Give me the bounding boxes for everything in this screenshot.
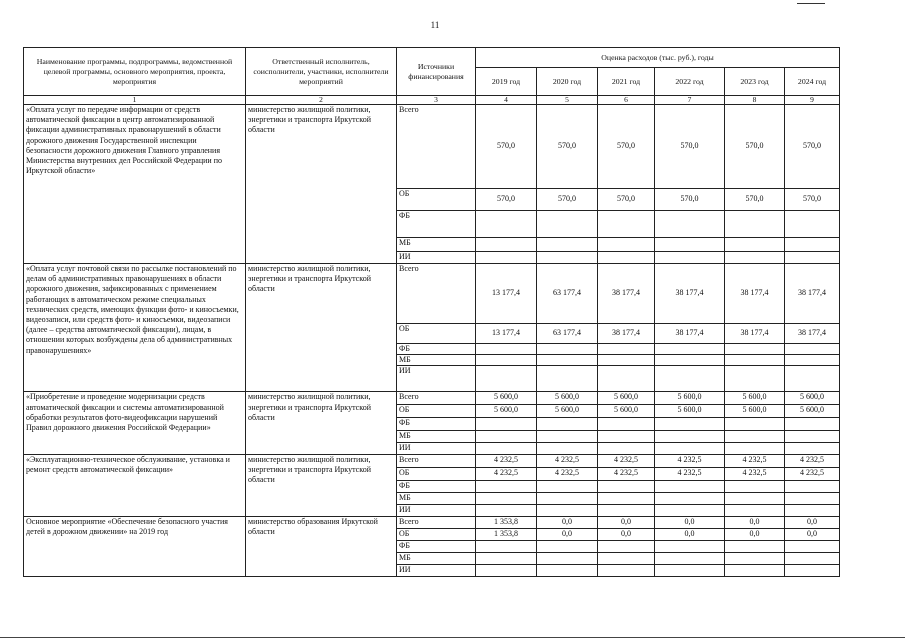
amount-cell: 38 177,4 (655, 264, 725, 324)
amount-cell (598, 211, 655, 238)
amount-cell (598, 564, 655, 576)
amount-cell (476, 366, 537, 392)
amount-cell: 0,0 (725, 516, 785, 528)
amount-cell: 4 232,5 (655, 467, 725, 480)
header-year: 2024 год (785, 68, 840, 96)
funding-source: МБ (397, 431, 476, 443)
funding-source: ИИ (397, 564, 476, 576)
amount-cell (785, 252, 840, 264)
funding-source: МБ (397, 492, 476, 504)
amount-cell (725, 355, 785, 366)
activity-name: «Оплата услуг по передаче информации от средств автоматической фиксации в центр автоматизированной фиксации административных правонарушений в области дорожного движения Государственной инспекции безопасности дорожного движения Главного управления Министерства внутренних дел Российской Федерации по Иркутской области» (24, 105, 246, 264)
amount-cell (655, 366, 725, 392)
amount-cell (655, 344, 725, 355)
amount-cell (476, 355, 537, 366)
amount-cell (537, 211, 598, 238)
amount-cell (655, 211, 725, 238)
amount-cell (785, 366, 840, 392)
amount-cell (598, 252, 655, 264)
amount-cell: 4 232,5 (537, 454, 598, 467)
amount-cell (725, 252, 785, 264)
amount-cell (537, 504, 598, 516)
header-year: 2021 год (598, 68, 655, 96)
amount-cell (785, 211, 840, 238)
amount-cell (598, 552, 655, 564)
amount-cell (476, 418, 537, 431)
activity-executor: министерство жилищной политики, энергетики и транспорта Иркутской области (246, 454, 397, 516)
amount-cell: 570,0 (537, 189, 598, 211)
amount-cell: 0,0 (655, 516, 725, 528)
amount-cell: 5 600,0 (655, 405, 725, 418)
header-year: 2022 год (655, 68, 725, 96)
amount-cell (476, 252, 537, 264)
amount-cell: 38 177,4 (598, 324, 655, 344)
amount-cell (537, 431, 598, 443)
funding-source: ФБ (397, 418, 476, 431)
table-row (24, 264, 840, 324)
amount-cell (655, 252, 725, 264)
amount-cell (785, 344, 840, 355)
amount-cell: 13 177,4 (476, 324, 537, 344)
amount-cell (476, 552, 537, 564)
amount-cell (598, 238, 655, 252)
amount-cell (476, 238, 537, 252)
amount-cell: 570,0 (785, 189, 840, 211)
amount-cell: 38 177,4 (785, 264, 840, 324)
amount-cell (655, 355, 725, 366)
column-index: 8 (725, 96, 785, 105)
amount-cell (655, 418, 725, 431)
amount-cell (725, 540, 785, 552)
amount-cell: 0,0 (537, 516, 598, 528)
header-estimate: Оценка расходов (тыс. руб.), годы (476, 48, 840, 68)
amount-cell: 0,0 (785, 516, 840, 528)
amount-cell: 5 600,0 (598, 392, 655, 405)
amount-cell: 0,0 (598, 528, 655, 540)
amount-cell (785, 355, 840, 366)
amount-cell: 38 177,4 (725, 264, 785, 324)
amount-cell: 63 177,4 (537, 324, 598, 344)
activity-name: «Приобретение и проведение модернизации средств автоматической фиксации и системы автоматизированной обработки результатов фото-видеофиксации нарушений Правил дорожного движения Российской Федерации» (24, 392, 246, 454)
amount-cell: 1 353,8 (476, 516, 537, 528)
amount-cell (725, 480, 785, 492)
amount-cell: 570,0 (598, 189, 655, 211)
amount-cell: 38 177,4 (598, 264, 655, 324)
activity-executor: министерство образования Иркутской области (246, 516, 397, 576)
amount-cell (537, 344, 598, 355)
column-index: 3 (397, 96, 476, 105)
amount-cell: 4 232,5 (598, 467, 655, 480)
amount-cell: 570,0 (725, 105, 785, 189)
amount-cell (655, 492, 725, 504)
column-index: 7 (655, 96, 725, 105)
header-executor: Ответственный исполнитель, соисполнители, участники, исполнители мероприятий (246, 48, 397, 96)
header-year: 2023 год (725, 68, 785, 96)
table-row (24, 516, 840, 528)
amount-cell (537, 480, 598, 492)
amount-cell (598, 418, 655, 431)
column-index: 6 (598, 96, 655, 105)
amount-cell (655, 480, 725, 492)
amount-cell (655, 504, 725, 516)
amount-cell (785, 443, 840, 454)
amount-cell (598, 492, 655, 504)
funding-source: ОБ (397, 528, 476, 540)
funding-source: МБ (397, 552, 476, 564)
funding-source: Всего (397, 516, 476, 528)
amount-cell (785, 238, 840, 252)
amount-cell: 570,0 (598, 105, 655, 189)
activity-executor: министерство жилищной политики, энергетики и транспорта Иркутской области (246, 392, 397, 454)
column-index: 4 (476, 96, 537, 105)
index-row (24, 96, 840, 105)
amount-cell: 4 232,5 (476, 467, 537, 480)
amount-cell (725, 443, 785, 454)
funding-source: ИИ (397, 252, 476, 264)
funding-source: ИИ (397, 504, 476, 516)
amount-cell (476, 540, 537, 552)
page-number: 11 (430, 20, 440, 30)
top-edge-line (797, 3, 825, 4)
table-row (24, 392, 840, 405)
header-year: 2020 год (537, 68, 598, 96)
amount-cell: 0,0 (785, 528, 840, 540)
funding-source: Всего (397, 454, 476, 467)
amount-cell (785, 552, 840, 564)
activity-executor: министерство жилищной политики, энергетики и транспорта Иркутской области (246, 264, 397, 392)
amount-cell (598, 366, 655, 392)
amount-cell: 570,0 (655, 105, 725, 189)
table-row (24, 454, 840, 467)
amount-cell: 5 600,0 (725, 405, 785, 418)
amount-cell (598, 480, 655, 492)
amount-cell (785, 492, 840, 504)
funding-source: ФБ (397, 480, 476, 492)
funding-source: Всего (397, 105, 476, 189)
amount-cell (476, 443, 537, 454)
funding-source: ОБ (397, 467, 476, 480)
amount-cell: 5 600,0 (537, 392, 598, 405)
header-row (24, 48, 840, 68)
amount-cell (537, 564, 598, 576)
amount-cell (598, 540, 655, 552)
funding-source: ОБ (397, 324, 476, 344)
amount-cell: 13 177,4 (476, 264, 537, 324)
header-source: Источники финансирования (397, 48, 476, 96)
column-index: 1 (24, 96, 246, 105)
amount-cell (725, 552, 785, 564)
amount-cell (785, 564, 840, 576)
amount-cell: 38 177,4 (655, 324, 725, 344)
amount-cell (598, 344, 655, 355)
amount-cell (537, 418, 598, 431)
amount-cell: 4 232,5 (476, 454, 537, 467)
funding-source: ФБ (397, 540, 476, 552)
amount-cell (725, 504, 785, 516)
amount-cell (537, 492, 598, 504)
amount-cell (725, 492, 785, 504)
amount-cell: 0,0 (598, 516, 655, 528)
amount-cell: 38 177,4 (785, 324, 840, 344)
amount-cell: 38 177,4 (725, 324, 785, 344)
funding-source: ОБ (397, 189, 476, 211)
table-row (24, 105, 840, 189)
activity-name: «Оплата услуг почтовой связи по рассылке постановлений по делам об административных правонарушениях в области дорожного движения, зафиксированных с применением работающих в автоматическом режиме специальных технических средств, имеющих функции фото- и киносъемки, видеозаписи, или средств фото- и киносъемки, видеозаписи (далее – средства автоматической фиксации), лицам, в отношении которых возбуждены дела об административных правонарушениях» (24, 264, 246, 392)
amount-cell: 1 353,8 (476, 528, 537, 540)
amount-cell: 4 232,5 (598, 454, 655, 467)
amount-cell (655, 238, 725, 252)
amount-cell: 5 600,0 (785, 392, 840, 405)
amount-cell (598, 355, 655, 366)
amount-cell (476, 564, 537, 576)
amount-cell: 570,0 (785, 105, 840, 189)
amount-cell (476, 431, 537, 443)
funding-source: Всего (397, 264, 476, 324)
amount-cell: 4 232,5 (785, 454, 840, 467)
amount-cell: 0,0 (655, 528, 725, 540)
amount-cell (655, 564, 725, 576)
amount-cell: 570,0 (476, 189, 537, 211)
funding-source: ИИ (397, 366, 476, 392)
amount-cell (537, 443, 598, 454)
amount-cell (598, 431, 655, 443)
amount-cell (537, 355, 598, 366)
amount-cell (537, 552, 598, 564)
amount-cell: 5 600,0 (785, 405, 840, 418)
header-year: 2019 год (476, 68, 537, 96)
amount-cell: 63 177,4 (537, 264, 598, 324)
bottom-edge-line (0, 637, 905, 638)
amount-cell (537, 238, 598, 252)
funding-source: Всего (397, 392, 476, 405)
amount-cell: 4 232,5 (537, 467, 598, 480)
financing-table (23, 47, 840, 577)
amount-cell (537, 252, 598, 264)
funding-source: ФБ (397, 211, 476, 238)
funding-source: ИИ (397, 443, 476, 454)
amount-cell: 570,0 (725, 189, 785, 211)
amount-cell (655, 540, 725, 552)
funding-source: МБ (397, 355, 476, 366)
amount-cell: 5 600,0 (598, 405, 655, 418)
funding-source: МБ (397, 238, 476, 252)
activity-name: Основное мероприятие «Обеспечение безопасного участия детей в дорожном движении» на 2019 год (24, 516, 246, 576)
amount-cell (785, 504, 840, 516)
amount-cell: 4 232,5 (785, 467, 840, 480)
amount-cell (537, 366, 598, 392)
activity-name: «Эксплуатационно-техническое обслуживание, установка и ремонт средств автоматической фиксации» (24, 454, 246, 516)
amount-cell: 570,0 (655, 189, 725, 211)
amount-cell: 570,0 (476, 105, 537, 189)
amount-cell (785, 431, 840, 443)
amount-cell (725, 366, 785, 392)
header-name: Наименование программы, подпрограммы, ведомственной целевой программы, основного мероприятия, проекта, мероприятия (24, 48, 246, 96)
amount-cell (725, 238, 785, 252)
amount-cell (785, 540, 840, 552)
amount-cell (785, 418, 840, 431)
amount-cell (725, 564, 785, 576)
amount-cell (725, 418, 785, 431)
amount-cell: 5 600,0 (476, 392, 537, 405)
column-index: 9 (785, 96, 840, 105)
amount-cell (655, 431, 725, 443)
amount-cell (476, 480, 537, 492)
funding-source: ФБ (397, 344, 476, 355)
amount-cell (476, 504, 537, 516)
amount-cell (476, 344, 537, 355)
table-body (24, 48, 840, 577)
amount-cell (655, 552, 725, 564)
amount-cell (725, 344, 785, 355)
amount-cell (537, 540, 598, 552)
amount-cell: 4 232,5 (655, 454, 725, 467)
amount-cell: 570,0 (537, 105, 598, 189)
amount-cell: 5 600,0 (655, 392, 725, 405)
activity-executor: министерство жилищной политики, энергетики и транспорта Иркутской области (246, 105, 397, 264)
funding-source: ОБ (397, 405, 476, 418)
amount-cell (476, 211, 537, 238)
amount-cell (598, 443, 655, 454)
amount-cell: 5 600,0 (725, 392, 785, 405)
amount-cell: 0,0 (725, 528, 785, 540)
amount-cell: 0,0 (537, 528, 598, 540)
amount-cell: 5 600,0 (537, 405, 598, 418)
amount-cell (598, 504, 655, 516)
column-index: 5 (537, 96, 598, 105)
amount-cell (655, 443, 725, 454)
amount-cell (785, 480, 840, 492)
amount-cell: 5 600,0 (476, 405, 537, 418)
amount-cell (725, 431, 785, 443)
amount-cell (725, 211, 785, 238)
amount-cell (476, 492, 537, 504)
amount-cell: 4 232,5 (725, 454, 785, 467)
amount-cell: 4 232,5 (725, 467, 785, 480)
column-index: 2 (246, 96, 397, 105)
